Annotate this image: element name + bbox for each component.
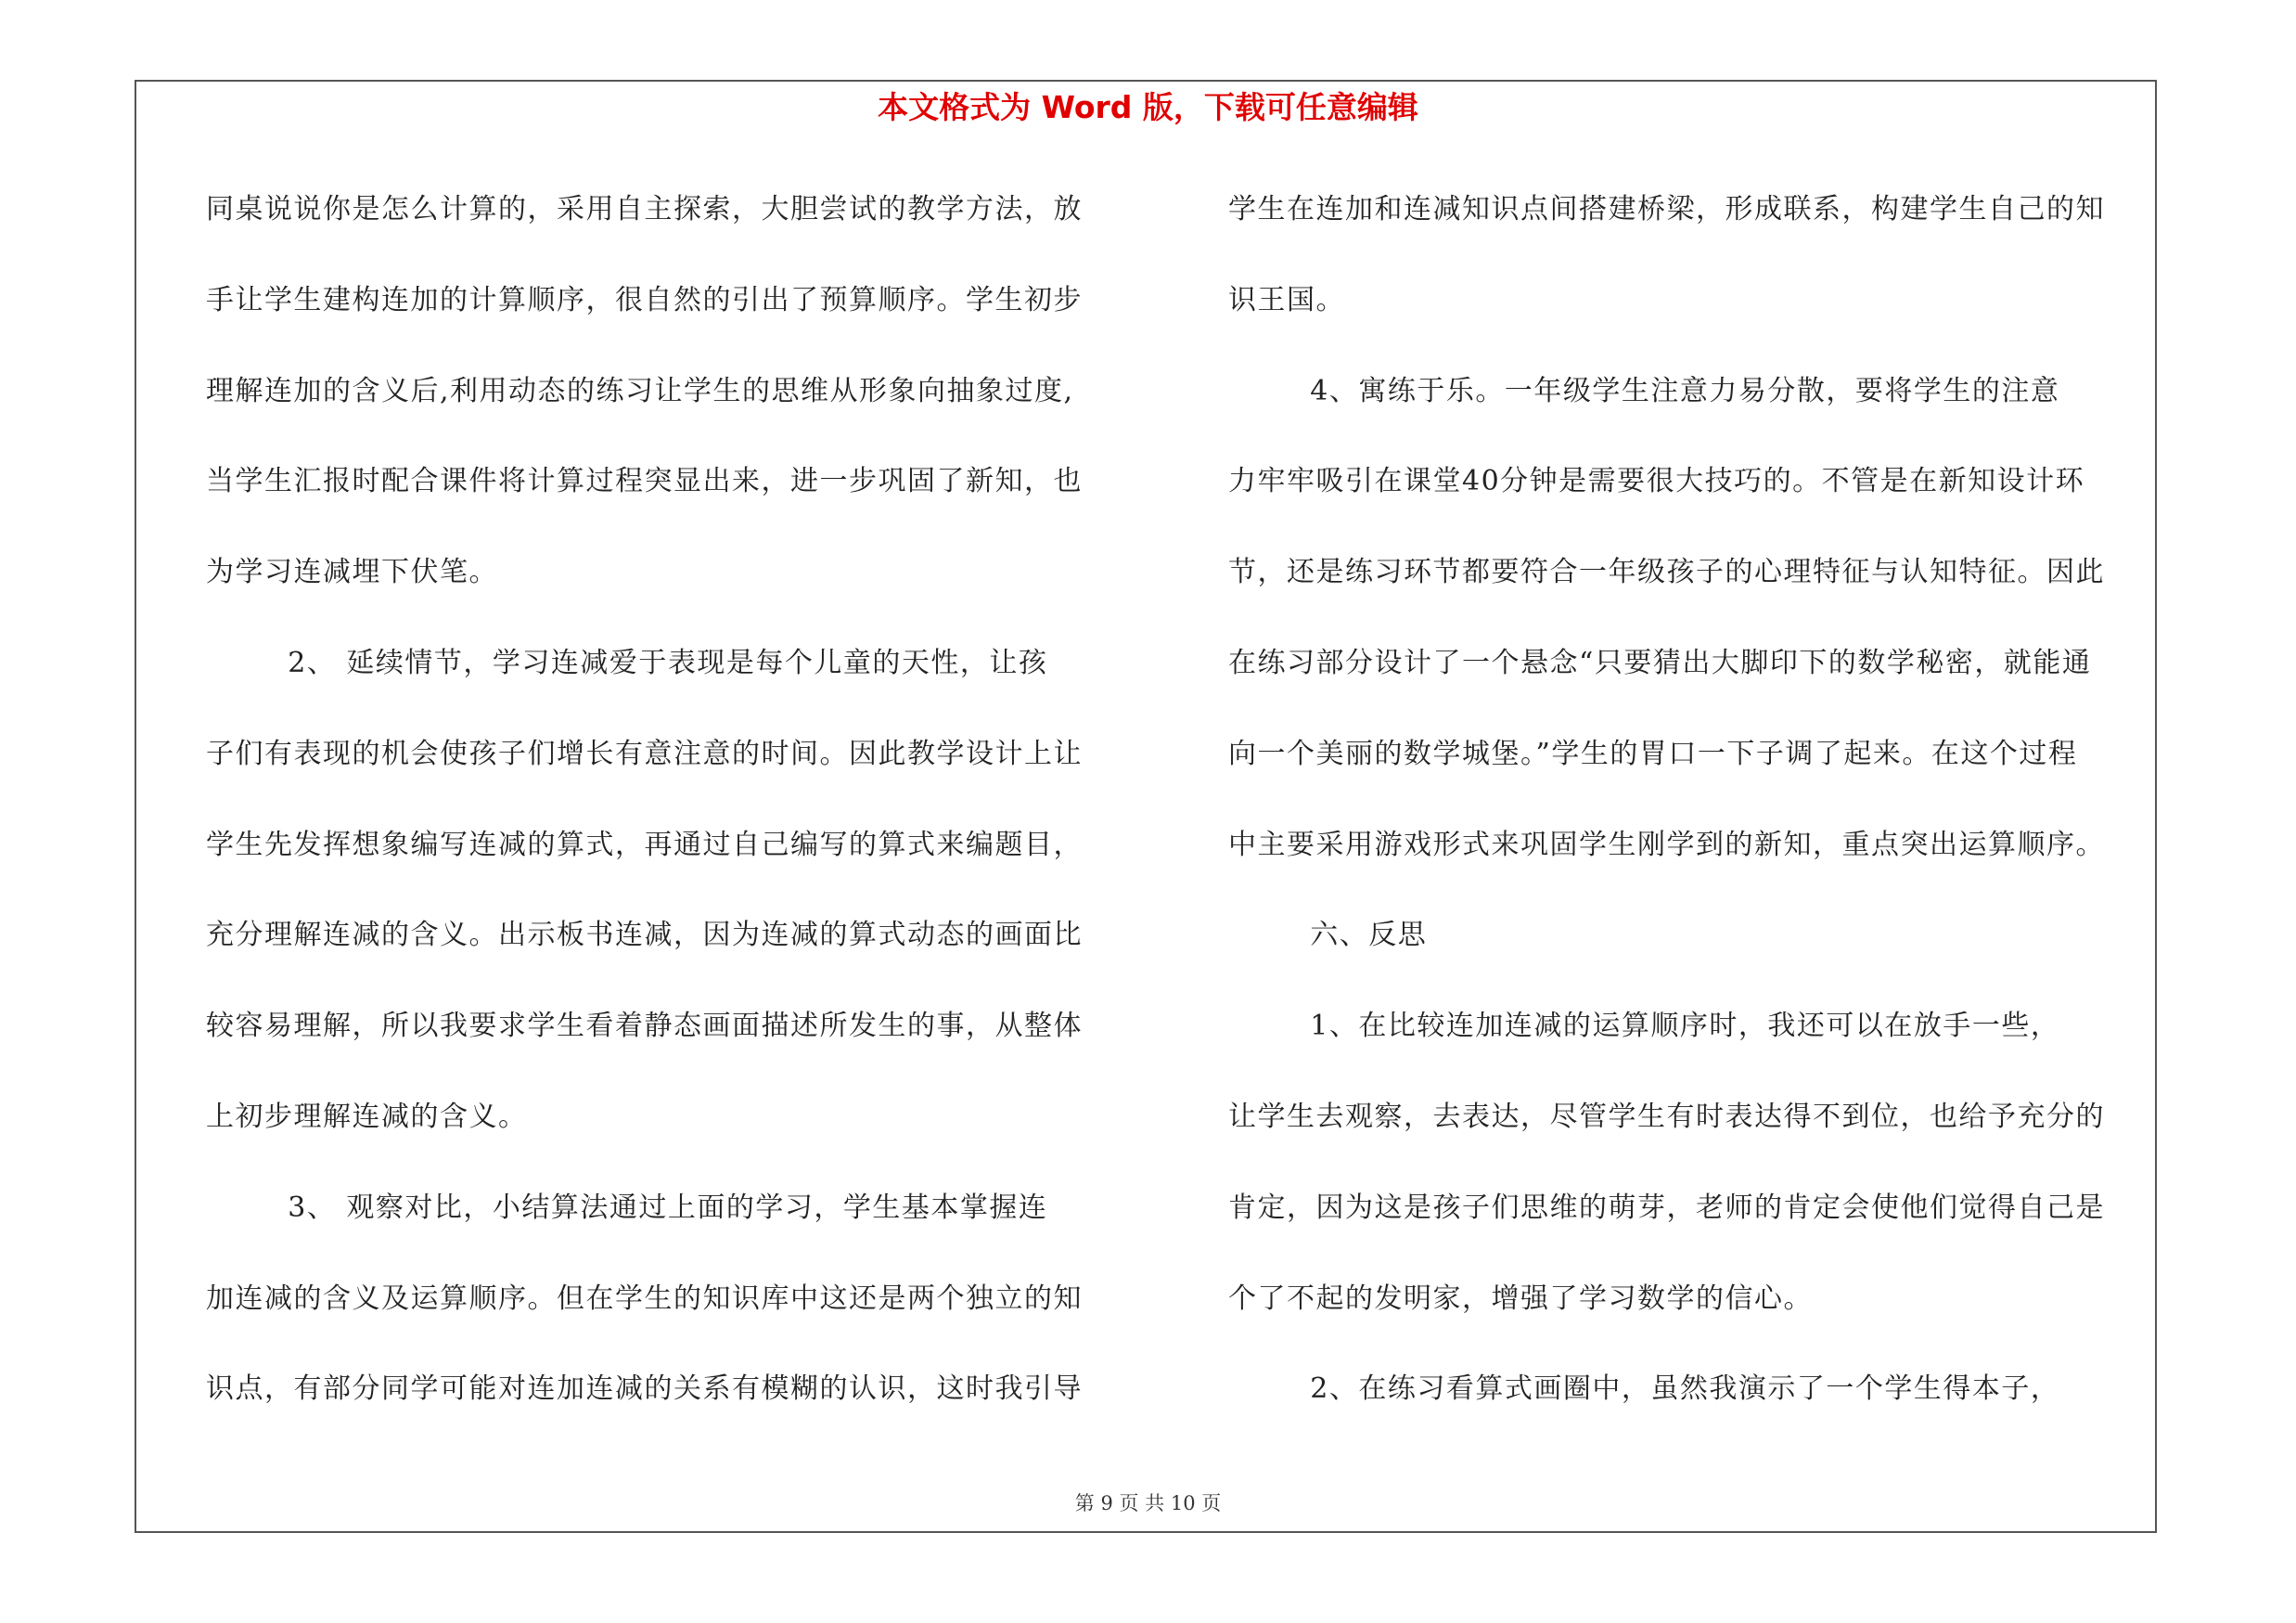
text-line: 学生先发挥想象编写连减的算式，再通过自己编写的算式来编题目， (206, 828, 1083, 861)
text-line: 2、 延续情节，学习连减爱于表现是每个儿童的天性，让孩 (206, 646, 1048, 679)
right-column (1228, 180, 2156, 1450)
page-footer: 第 9 页 共 10 页 (1074, 1492, 1222, 1514)
text-line: 让学生去观察，去表达，尽管学生有时表达得不到位，也给予充分的 (1228, 1100, 2105, 1133)
text-line: 加连减的含义及运算顺序。但在学生的知识库中这还是两个独立的知 (206, 1282, 1083, 1315)
text-line: 上初步理解连减的含义。 (206, 1100, 528, 1133)
text-line: 中主要采用游戏形式来巩固学生刚学到的新知，重点突出运算顺序。 (1228, 828, 2105, 861)
text-line: 六、反思 (1228, 919, 1428, 952)
text-line: 识王国。 (1228, 283, 1345, 316)
text-line: 学生在连加和连减知识点间搭建桥梁，形成联系，构建学生自己的知 (1228, 193, 2105, 225)
text-line: 识点，有部分同学可能对连加连减的关系有模糊的认识，这时我引导 (206, 1372, 1083, 1406)
left-column (206, 180, 1152, 1450)
text-line: 2、在练习看算式画圈中，虽然我演示了一个学生得本子， (1228, 1372, 2060, 1406)
text-line: 1、在比较连加连减的运算顺序时，我还可以在放手一些， (1228, 1010, 2060, 1043)
text-line: 肯定，因为这是孩子们思维的萌芽，老师的肯定会使他们觉得自己是 (1228, 1191, 2105, 1224)
text-line: 3、 观察对比，小结算法通过上面的学习，学生基本掌握连 (206, 1191, 1048, 1224)
text-line: 较容易理解，所以我要求学生看着静态画面描述所发生的事，从整体 (206, 1010, 1083, 1043)
text-line: 向一个美丽的数学城堡。”学生的胃口一下子调了起来。在这个过程 (1228, 737, 2078, 770)
text-line: 为学习连减埋下伏笔。 (206, 556, 498, 589)
document-banner: 本文格式为 Word 版，下载可任意编辑 (878, 89, 1418, 125)
text-line: 手让学生建构连加的计算顺序，很自然的引出了预算顺序。学生初步 (206, 283, 1083, 316)
text-line: 4、寓练于乐。一年级学生注意力易分散，要将学生的注意 (1228, 374, 2060, 407)
text-line: 同桌说说你是怎么计算的，采用自主探索，大胆尝试的教学方法，放 (206, 193, 1083, 225)
text-line: 个了不起的发明家，增强了学习数学的信心。 (1228, 1282, 1813, 1315)
text-line: 力牢牢吸引在课堂40分钟是需要很大技巧的。不管是在新知设计环 (1228, 465, 2085, 498)
text-line: 理解连加的含义后,利用动态的练习让学生的思维从形象向抽象过度, (206, 374, 1074, 407)
text-line: 当学生汇报时配合课件将计算过程突显出来，进一步巩固了新知，也 (206, 465, 1083, 498)
text-line: 子们有表现的机会使孩子们增长有意注意的时间。因此教学设计上让 (206, 737, 1083, 770)
text-line: 充分理解连减的含义。出示板书连减，因为连减的算式动态的画面比 (206, 919, 1083, 952)
text-line: 节，还是练习环节都要符合一年级孩子的心理特征与认知特征。因此 (1228, 556, 2105, 589)
text-line: 在练习部分设计了一个悬念“只要猜出大脚印下的数学秘密，就能通 (1228, 646, 2092, 679)
